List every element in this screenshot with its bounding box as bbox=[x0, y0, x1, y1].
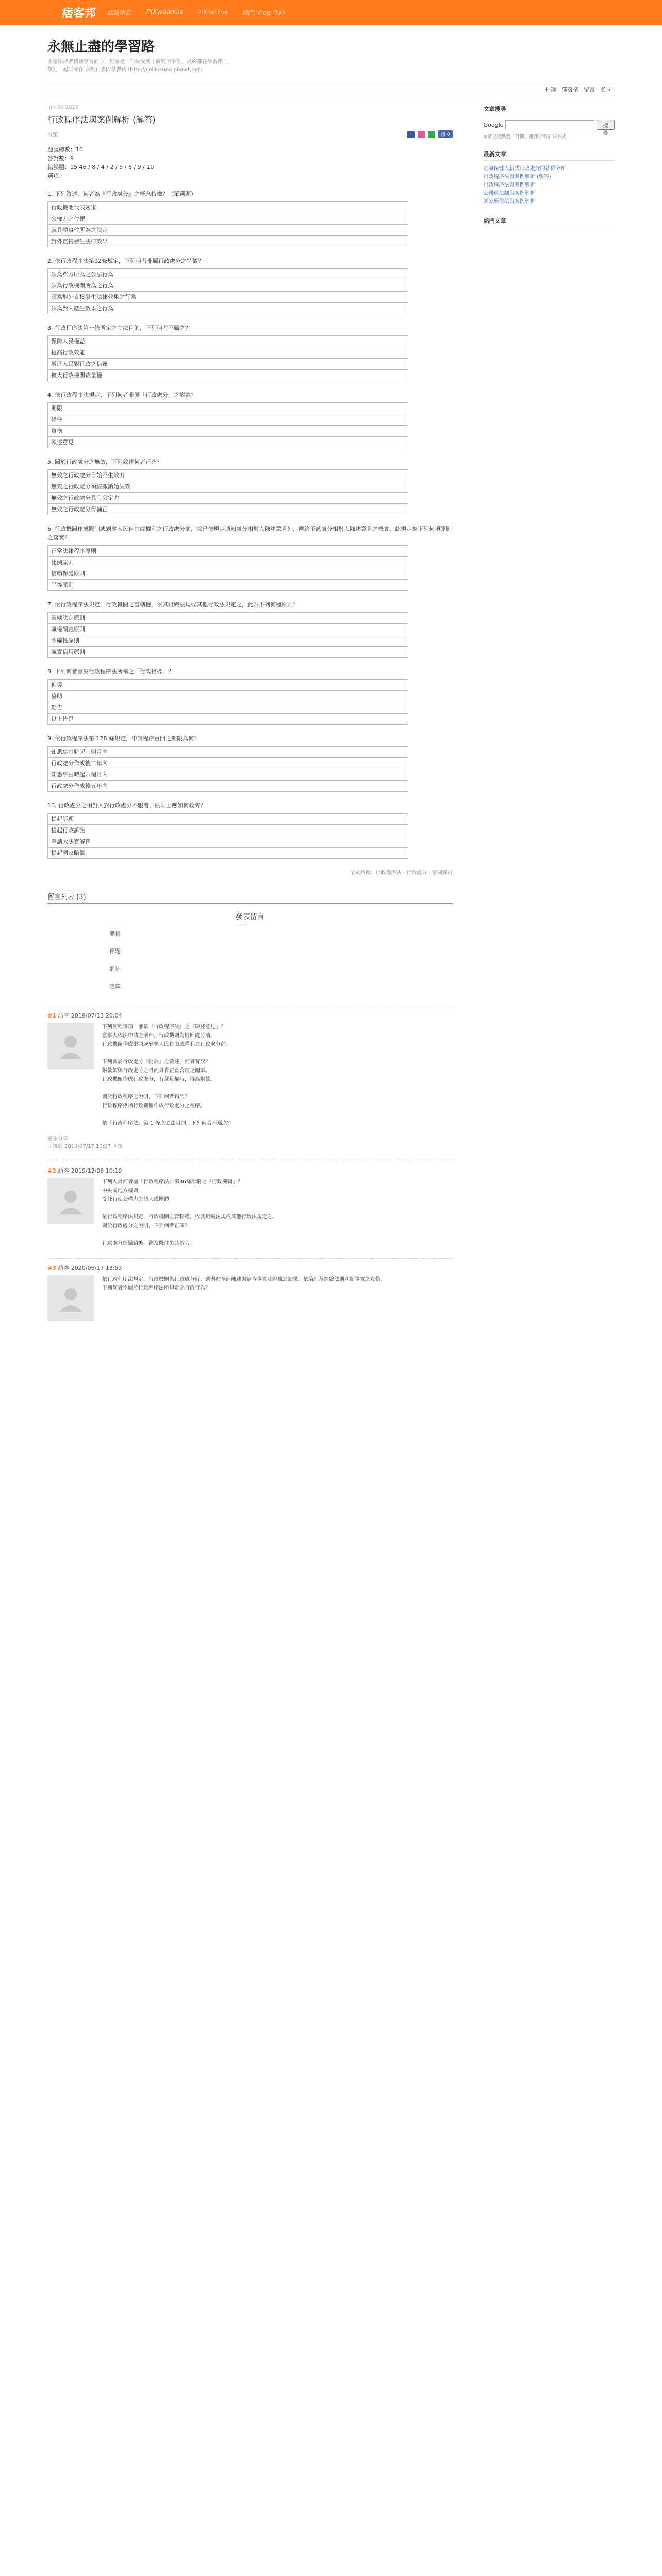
question-text: 3. 行政程序法第一條所定之立法目的，下列何者不屬之？ bbox=[47, 325, 191, 331]
answer-option: 明確性原則 bbox=[48, 635, 408, 647]
answer-option: 信賴保護原則 bbox=[48, 568, 408, 580]
recent-post-link[interactable]: 行政程序法與案例解析 (解答) bbox=[483, 174, 551, 180]
recent-post-link[interactable]: 國家賠償法與案例解析 bbox=[483, 199, 535, 205]
question-block bbox=[47, 457, 453, 515]
answer-option: 就具體事件所為之決定 bbox=[48, 225, 408, 236]
form-field-title[interactable]: 標題 bbox=[109, 948, 121, 955]
option-table bbox=[47, 813, 408, 859]
question-text: 8. 下列何者屬於行政程序法所稱之「行政指導」？ bbox=[47, 668, 174, 675]
hot-title: 熱門文章 bbox=[484, 216, 615, 227]
comment-header bbox=[47, 1166, 453, 1175]
top-nav bbox=[107, 8, 285, 17]
avatar[interactable] bbox=[47, 1275, 94, 1321]
option-table bbox=[47, 746, 408, 792]
answer-option: 誠實信用原則 bbox=[51, 649, 85, 655]
question-block bbox=[47, 257, 453, 314]
menu-blog[interactable]: 部落格 bbox=[561, 86, 578, 93]
question-list bbox=[47, 190, 453, 859]
comment-user[interactable]: 訪客 bbox=[58, 1167, 70, 1174]
share-buttons bbox=[407, 130, 453, 138]
answer-option: 職權調查原則 bbox=[48, 624, 408, 635]
answer-option: 無效之行政處分自始不生效力 bbox=[48, 470, 408, 481]
answer-option: 擴大行政機關裁量權 bbox=[51, 372, 102, 379]
answer-option: 須為對內產生效果之行為 bbox=[51, 305, 113, 312]
post-tools bbox=[47, 130, 453, 138]
post-meta bbox=[47, 145, 453, 180]
comment-header bbox=[47, 1011, 453, 1020]
comment-reply: 感謝分享 回覆於 2019/07/17 10:07 回覆 bbox=[47, 1136, 123, 1149]
search-block bbox=[484, 105, 615, 140]
answer-option: 比例原則 bbox=[48, 557, 408, 568]
answer-option: 期限 bbox=[48, 403, 408, 414]
option-table bbox=[47, 545, 408, 591]
comment-text: 下列何種事項，應依『行政程序法』之『陳述意見』？ 當事人依法申請之案件，行政機關為駁回處分前。 行政機關作成限制或剝奪人民自由或權利之行政處分前。 下列關於行政處分『附款』之敘述，何者有誤？ 附款須與行政處分之目的具有正當合理之關聯。 行政機關作成行政處分，有裁量權時，得為附款。 關於行政程序之說明，下列何者錯誤？ 行政程序係指行政機關作成行政處分之程序。 依『行政程序法』第 1 條之立法目的，下列何者不屬之？ bbox=[102, 1024, 233, 1126]
post-title[interactable]: 行政程序法與案例解析 (解答) bbox=[47, 115, 156, 125]
answer-option: 對外直接發生法律效果 bbox=[51, 238, 108, 245]
avatar[interactable] bbox=[47, 1178, 94, 1224]
question-text: 10. 行政處分之相對人對行政處分不服者，原則上應如何救濟？ bbox=[47, 802, 206, 809]
line-share-icon[interactable] bbox=[428, 131, 435, 138]
answer-option: 行政機關代表國家 bbox=[48, 202, 408, 213]
blog-description-2: 歡迎一起研究在 永無止盡的學習路 (http://collinsung.pixnet.net) bbox=[47, 67, 202, 73]
form-field-nickname[interactable]: 暱稱 bbox=[109, 930, 121, 937]
hot-block bbox=[484, 216, 615, 227]
question-block bbox=[47, 391, 453, 448]
answer-option: 行政處分作成後二年內 bbox=[48, 758, 408, 769]
comment-text: 依行政程序法規定，行政機關為行政處分時，應斟酌全部陳述與調查事實及證據之結果，依論理及經驗法則判斷事實之真偽。 下列何者不屬於行政程序法所規定之行政行為？ bbox=[102, 1277, 386, 1291]
comment-user[interactable]: 訪客 bbox=[58, 1012, 70, 1019]
recent-post-link[interactable]: 公務員法制與案例解析 bbox=[483, 191, 535, 196]
answer-option: 正當法律程序原則 bbox=[48, 546, 408, 557]
question-text: 2. 依行政程序法第92條規定，下列何者非屬行政處分之特徵？ bbox=[47, 258, 204, 264]
comment-item bbox=[47, 1006, 453, 1150]
comment-number: #2 bbox=[47, 1167, 56, 1174]
user-silhouette-icon bbox=[55, 1185, 86, 1216]
question-text: 4. 依行政程序法規定，下列何者非屬「行政處分」之附款？ bbox=[47, 392, 196, 398]
answer-option: 知悉事由時起六個月內 bbox=[48, 769, 408, 781]
menu-profile[interactable]: 名片 bbox=[600, 86, 611, 93]
comment-body bbox=[47, 1023, 453, 1128]
nav-brand[interactable]: PIXwalkrus bbox=[146, 8, 183, 16]
comment-item bbox=[47, 1258, 453, 1321]
question-block bbox=[47, 524, 453, 591]
menu-message[interactable]: 留言 bbox=[584, 86, 595, 93]
comment-form bbox=[47, 911, 453, 925]
answer-option: 行政處分作成後五年內 bbox=[51, 783, 108, 789]
answer-option: 無效之行政處分得補正 bbox=[51, 506, 108, 513]
question-text: 7. 依行政程序法規定，行政機關之管轄權，依其組織法規或其他行政法規定之，此為下列何種原則？ bbox=[47, 601, 299, 608]
nav-item-0[interactable]: 最新消息 bbox=[107, 9, 133, 16]
comment-number: #1 bbox=[47, 1012, 56, 1019]
question-block bbox=[47, 734, 453, 792]
meta-line: 錯誤題：15 46 / 8 / 4 / 2 / 5 / 6 / 9 / 10 bbox=[47, 164, 154, 171]
main-content bbox=[47, 105, 453, 1321]
option-table bbox=[47, 201, 408, 247]
form-field-hidden[interactable]: 隱藏 bbox=[109, 983, 121, 990]
blog-menu bbox=[47, 83, 615, 95]
answer-option: 無效之行政處分具有公定力 bbox=[48, 493, 408, 504]
answer-option: 平等原則 bbox=[51, 582, 74, 588]
question-text: 6. 行政機關作成限制或剝奪人民自由或權利之行政處分前，除已依規定通知處分相對人陳述意見外，應給予該處分相對人陳述意見之機會，此規定為下列何項原則之落實？ bbox=[47, 526, 452, 541]
comment-form-fields bbox=[47, 925, 453, 995]
answer-option: 增進人民對行政之信賴 bbox=[48, 359, 408, 370]
meta-line: 答對數：9 bbox=[47, 155, 74, 162]
nav-item-1[interactable]: PIXnetlive bbox=[197, 9, 228, 16]
answer-option: 條件 bbox=[48, 414, 408, 426]
comment-body bbox=[47, 1275, 453, 1321]
user-silhouette-icon bbox=[55, 1030, 86, 1061]
option-table bbox=[47, 679, 408, 725]
question-text: 1. 下列敘述，何者為『行政處分』之概念特徵？（單選題） bbox=[47, 191, 196, 197]
page-layout bbox=[47, 105, 615, 1321]
answer-option: 提高行政效能 bbox=[48, 347, 408, 359]
sidebar bbox=[484, 105, 615, 1321]
meta-line: 選項： bbox=[47, 173, 64, 179]
post-category[interactable]: 分類 bbox=[47, 132, 58, 138]
blog-title[interactable]: 永無止盡的學習路 bbox=[47, 39, 155, 55]
search-input[interactable] bbox=[505, 120, 594, 129]
comment-form-title: 發表留言 bbox=[236, 911, 264, 925]
blog-description: 永遠保持著積極學習的心，無論是一年級或博士研究所學生，最終都在學習路上！ bbox=[47, 59, 233, 65]
answer-option: 須為單方所為之公法行為 bbox=[48, 269, 408, 280]
answer-option: 須為行政機關所為之行為 bbox=[48, 280, 408, 292]
question-block bbox=[47, 190, 453, 247]
answer-option: 聲請大法官解釋 bbox=[48, 836, 408, 848]
question-block bbox=[47, 801, 453, 859]
option-table bbox=[47, 612, 408, 658]
answer-option: 須為對外直接發生法律效果之行為 bbox=[48, 292, 408, 303]
user-silhouette-icon bbox=[55, 1283, 86, 1314]
nav-item-2[interactable]: 熱門 Vlog 進站 bbox=[242, 9, 285, 16]
blog-header bbox=[0, 25, 662, 74]
question-block bbox=[47, 667, 453, 725]
facebook-share-icon[interactable] bbox=[407, 131, 415, 138]
option-table bbox=[47, 402, 408, 448]
answer-option: 輔導 bbox=[48, 680, 408, 691]
comment-list bbox=[47, 1006, 453, 1321]
question-block bbox=[47, 600, 453, 658]
comment-date: 2019/07/13 20:04 bbox=[71, 1012, 122, 1019]
comment-body bbox=[47, 1178, 453, 1248]
top-navigation-bar bbox=[0, 0, 662, 25]
option-table bbox=[47, 469, 408, 515]
comment-item bbox=[47, 1161, 453, 1248]
answer-option: 以上皆是 bbox=[51, 716, 74, 722]
answer-option: 保障人民權益 bbox=[48, 336, 408, 347]
answer-option: 提起國家賠償 bbox=[51, 850, 85, 856]
answer-option: 協助 bbox=[48, 691, 408, 702]
post-date: Jun 09 2019 bbox=[47, 105, 79, 110]
question-text: 9. 依行政程序法第 128 條規定，申請程序重開之期限為何？ bbox=[47, 735, 200, 742]
answer-option: 知悉事由時起三個月內 bbox=[48, 747, 408, 758]
comment-text: 下列人員何者屬『行政程序法』第36條所稱之『行政機關』？ 中央或地方機關 受託行使公權力之個人或團體 依行政程序法規定，行政機關之管轄權，依其組織法規或其他行政法規定之。 關於行政處分之說明，下列何者正確？ 行政處分經撤銷後，溯及既往失其效力。 bbox=[102, 1179, 277, 1246]
form-field-url[interactable]: 網址 bbox=[109, 965, 121, 972]
comment-number: #3 bbox=[47, 1265, 56, 1272]
answer-option: 陳述意見 bbox=[51, 439, 74, 446]
recent-block bbox=[484, 150, 615, 206]
post-footer: 全站熱搜：行政程序法 · 行政處分 · 案例解析 bbox=[350, 870, 453, 876]
like-button[interactable]: 讚 0 bbox=[438, 130, 453, 138]
question-block bbox=[47, 324, 453, 381]
meta-line: 題號總數：10 bbox=[47, 146, 83, 153]
question-text: 5. 關於行政處分之無效，下列敘述何者正確？ bbox=[47, 459, 162, 465]
plurk-share-icon[interactable] bbox=[418, 131, 425, 138]
search-button[interactable]: 搜尋 bbox=[597, 120, 615, 130]
comment-date: 2019/12/08 10:19 bbox=[71, 1167, 122, 1174]
site-logo[interactable]: 痞客邦 bbox=[62, 7, 96, 20]
google-label: Google bbox=[483, 121, 504, 128]
comment-user[interactable]: 訪客 bbox=[58, 1265, 70, 1272]
recent-post-link[interactable]: 行政程序法與案例解析 bbox=[483, 182, 535, 188]
avatar[interactable] bbox=[47, 1023, 94, 1069]
option-table bbox=[47, 335, 408, 381]
comment-header bbox=[47, 1264, 453, 1272]
answer-option: 提起訴願 bbox=[48, 814, 408, 825]
answer-option: 管轄法定原則 bbox=[48, 613, 408, 624]
answer-option: 勸告 bbox=[48, 702, 408, 714]
recent-post-link[interactable]: 心臟保健人新式行政處分的法條分析 bbox=[483, 166, 566, 172]
recent-title: 最新文章 bbox=[484, 150, 615, 161]
comments-header: 留言列表 (3) bbox=[47, 889, 453, 904]
menu-album[interactable]: 相簿 bbox=[545, 86, 556, 93]
option-table bbox=[47, 268, 408, 314]
answer-option: 提起行政訴訟 bbox=[48, 825, 408, 836]
search-title: 文章搜尋 bbox=[484, 105, 615, 115]
answer-option: 負擔 bbox=[48, 426, 408, 437]
comment-date: 2020/06/17 13:53 bbox=[71, 1265, 122, 1272]
search-note: ※請直接點選「訂閱」選擇所有訂閱方式 bbox=[483, 134, 567, 140]
answer-option: 公權力之行使 bbox=[48, 213, 408, 225]
answer-option: 無效之行政處分須經撤銷始失效 bbox=[48, 481, 408, 493]
